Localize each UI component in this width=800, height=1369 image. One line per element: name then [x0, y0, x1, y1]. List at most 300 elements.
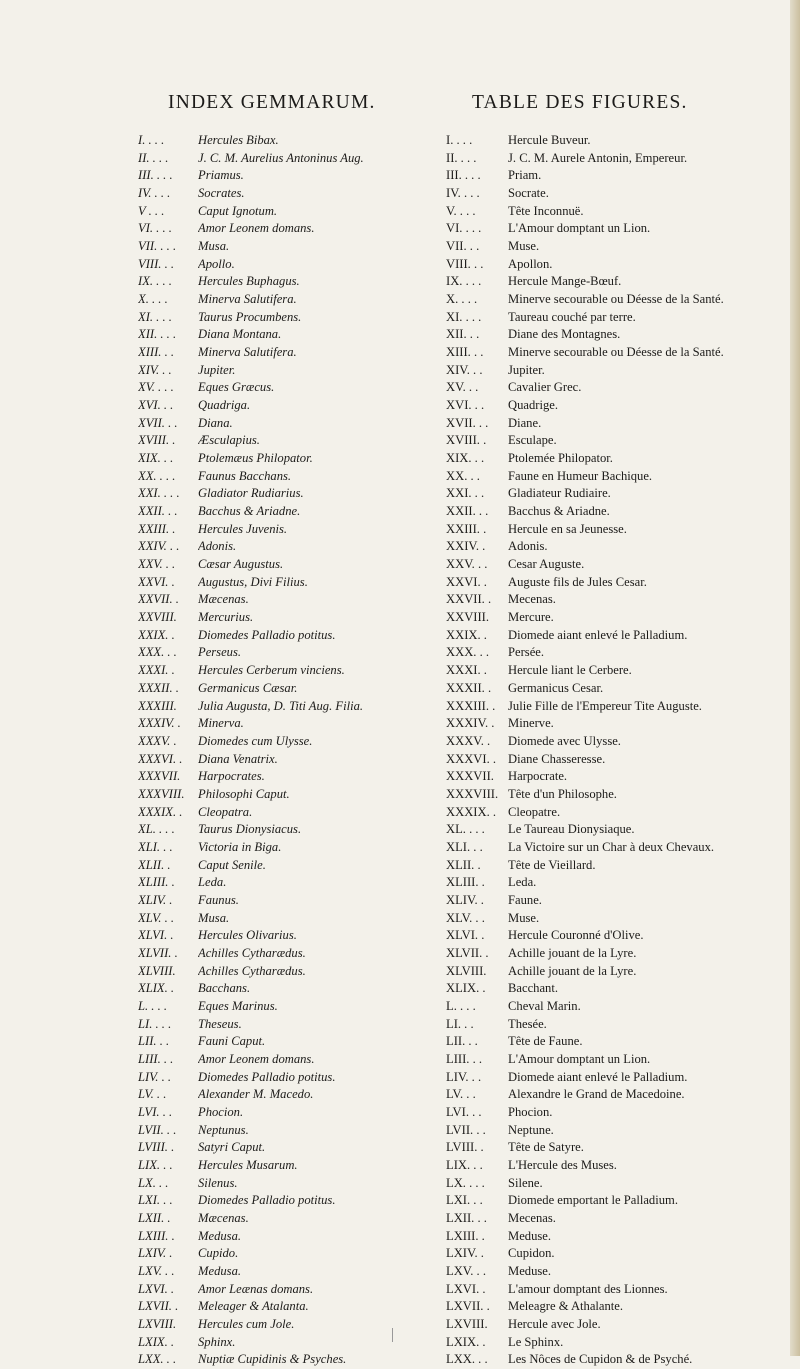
entry-number: XL. . . .	[138, 822, 175, 837]
entry-title: Fauni Caput.	[198, 1034, 266, 1049]
entry-number: IX. . . .	[138, 274, 172, 289]
table-des-figures-heading: TABLE DES FIGURES.	[472, 92, 688, 113]
entry-number: XXXII. .	[138, 680, 179, 695]
entry-number: XLV. . .	[138, 910, 175, 925]
latin-entry-row	[138, 256, 458, 274]
entry-title: Æsculapius.	[198, 433, 260, 448]
latin-entry-row	[138, 1122, 458, 1140]
entry-title: Faunus.	[198, 892, 239, 907]
french-entry-row	[446, 309, 786, 327]
entry-number: LXI. . .	[446, 1193, 483, 1208]
latin-entry-row	[138, 1175, 458, 1193]
entry-number: LXV. . .	[138, 1264, 175, 1278]
entry-number: LXIX. .	[138, 1334, 175, 1349]
entry-title: Hercule avec Jole.	[508, 1317, 601, 1332]
entry-title: Diana.	[198, 415, 233, 430]
entry-number: LIII. . .	[138, 1051, 174, 1066]
entry-number: LXVI. .	[138, 1281, 175, 1296]
entry-number: LVIII. .	[138, 1140, 175, 1155]
entry-number: LXVI. .	[446, 1281, 486, 1296]
french-entry-row	[446, 1086, 786, 1104]
french-entry-row	[446, 185, 786, 203]
entry-number: XXII. . .	[138, 504, 178, 519]
entry-number: XXXIX. .	[446, 804, 497, 819]
french-entry-row	[446, 644, 786, 662]
latin-entry-row	[138, 698, 458, 716]
latin-entry-row	[138, 1351, 458, 1369]
entry-number: XXXI. .	[446, 663, 487, 678]
entry-number: XXV. . .	[446, 557, 488, 572]
entry-title: Adonis.	[198, 539, 237, 554]
entry-number: LVII. . .	[138, 1122, 177, 1137]
french-entry-row	[446, 998, 786, 1016]
entry-number: XXI. . . .	[138, 486, 180, 501]
entry-number: XXXVI. .	[446, 751, 497, 766]
latin-entry-row	[138, 627, 458, 645]
entry-number: XXXVIII.	[138, 786, 185, 801]
entry-number: XLV. . .	[446, 910, 485, 925]
entry-number: XXXVIII.	[446, 786, 499, 801]
entry-number: LII. . .	[446, 1034, 478, 1049]
entry-title: L'Hercule des Muses.	[508, 1157, 617, 1172]
french-entry-row	[446, 768, 786, 786]
latin-entry-row	[138, 291, 458, 309]
entry-title: Meleager & Atalanta.	[198, 1299, 309, 1314]
entry-number: LXV. . .	[446, 1264, 487, 1278]
latin-entry-row	[138, 1228, 458, 1246]
french-entry-row	[446, 874, 786, 892]
latin-entry-row	[138, 309, 458, 327]
entry-title: Muse.	[508, 239, 540, 254]
entry-number: XXVIII.	[446, 610, 490, 625]
latin-entry-row	[138, 468, 458, 486]
entry-title: Taureau couché par terre.	[508, 309, 636, 324]
entry-title: Leda.	[198, 875, 227, 890]
entry-title: Adonis.	[508, 539, 548, 554]
entry-title: Mercure.	[508, 610, 554, 625]
entry-number: LX. . .	[138, 1175, 169, 1190]
entry-title: Les Nôces de Cupidon & de Psyché.	[508, 1352, 693, 1367]
latin-entry-row	[138, 927, 458, 945]
latin-entry-row	[138, 609, 458, 627]
latin-entry-row	[138, 379, 458, 397]
entry-number: LXVII. .	[446, 1299, 490, 1314]
page-edge	[790, 0, 800, 1356]
entry-number: XXIII. .	[138, 521, 176, 536]
entry-title: Philosophi Caput.	[198, 786, 290, 801]
entry-number: XLIV. .	[446, 892, 484, 907]
latin-entry-row	[138, 786, 458, 804]
entry-title: Bacchus & Ariadne.	[508, 504, 610, 519]
entry-number: XLIV. .	[138, 892, 173, 907]
entry-title: Hercule Couronné d'Olive.	[508, 928, 644, 943]
latin-entry-row	[138, 344, 458, 362]
entry-number: XLVIII.	[446, 963, 487, 978]
entry-number: XLIII. .	[446, 875, 485, 890]
french-entry-row	[446, 238, 786, 256]
entry-title: Germanicus Cæsar.	[198, 680, 298, 695]
entry-number: XXVII. .	[446, 592, 492, 607]
french-entry-row	[446, 574, 786, 592]
entry-number: XIII. . .	[446, 345, 484, 360]
entry-title: Tête de Faune.	[508, 1034, 583, 1049]
entry-title: Phocion.	[198, 1104, 244, 1119]
french-entry-row	[446, 291, 786, 309]
entry-number: LXII. .	[138, 1210, 171, 1225]
entry-title: Eques Græcus.	[198, 380, 275, 395]
latin-entry-row	[138, 362, 458, 380]
entry-title: Minerva Salutifera.	[198, 292, 297, 307]
latin-entry-row	[138, 1210, 458, 1228]
entry-title: Harpocrates.	[198, 769, 265, 784]
entry-number: LII. . .	[138, 1034, 170, 1049]
entry-number: XXX. . .	[446, 645, 490, 660]
french-entry-row	[446, 733, 786, 751]
french-entry-row	[446, 1298, 786, 1316]
latin-entry-row	[138, 1069, 458, 1087]
entry-title: Cupido.	[198, 1246, 239, 1261]
entry-title: Musa.	[198, 910, 230, 925]
french-entry-row	[446, 1069, 786, 1087]
french-entry-row	[446, 379, 786, 397]
entry-title: Hercule en sa Jeunesse.	[508, 521, 627, 536]
entry-number: VIII. . .	[446, 256, 484, 271]
entry-number: XXVII. .	[138, 592, 179, 607]
entry-number: XV. . .	[446, 380, 479, 395]
entry-number: L. . . .	[138, 998, 168, 1013]
entry-number: LIV. . .	[446, 1069, 482, 1084]
entry-title: Hercules Cerberum vinciens.	[198, 663, 345, 678]
entry-number: XXIV. . .	[138, 539, 180, 554]
entry-number: XXXV. .	[138, 733, 177, 748]
entry-title: Priamus.	[198, 168, 244, 183]
entry-title: Amor Leænas domans.	[198, 1281, 314, 1296]
french-entry-row	[446, 1033, 786, 1051]
entry-number: XXIX. .	[138, 627, 175, 642]
french-entry-row	[446, 945, 786, 963]
entry-number: LXVIII.	[446, 1317, 488, 1332]
french-entry-row	[446, 132, 786, 150]
french-entry-row	[446, 1263, 786, 1281]
entry-number: LXIX. .	[446, 1334, 486, 1349]
entry-number: XXVI. .	[446, 574, 487, 589]
entry-title: Jupiter.	[508, 362, 545, 377]
french-entry-row	[446, 415, 786, 433]
entry-number: XXIV. .	[446, 539, 486, 554]
latin-entry-row	[138, 1104, 458, 1122]
french-entry-row	[446, 910, 786, 928]
entry-number: XIII. . .	[138, 345, 175, 360]
entry-number: I. . . .	[446, 133, 473, 147]
entry-title: L'Amour domptant un Lion.	[508, 221, 651, 236]
entry-title: Bacchans.	[198, 981, 251, 996]
latin-entry-row	[138, 591, 458, 609]
french-entry-row	[446, 839, 786, 857]
entry-title: Julie Fille de l'Empereur Tite Auguste.	[508, 698, 702, 713]
latin-entry-row	[138, 1139, 458, 1157]
entry-title: Gladiator Rudiarius.	[198, 486, 304, 501]
entry-title: Cesar Auguste.	[508, 557, 585, 572]
french-entry-row	[446, 1157, 786, 1175]
entry-number: XXIII. .	[446, 521, 487, 536]
french-entry-row	[446, 1281, 786, 1299]
entry-title: Thesée.	[508, 1016, 547, 1031]
entry-number: XXXV. .	[446, 733, 491, 748]
entry-title: Mecenas.	[508, 592, 556, 607]
entry-title: Diomedes cum Ulysse.	[198, 733, 313, 748]
entry-title: Hercule Buveur.	[508, 133, 591, 147]
entry-title: Victoria in Biga.	[198, 839, 282, 854]
entry-number: XIX. . .	[446, 451, 485, 466]
entry-number: LXIII. .	[446, 1228, 485, 1243]
latin-entry-row	[138, 963, 458, 981]
entry-number: XXIX. .	[446, 627, 487, 642]
latin-entry-row	[138, 132, 458, 150]
entry-number: XXXIX. .	[138, 804, 183, 819]
entry-title: Le Sphinx.	[508, 1334, 564, 1349]
entry-title: Diomede avec Ulysse.	[508, 733, 621, 748]
entry-title: Perseus.	[198, 645, 242, 660]
entry-title: Musa.	[198, 239, 230, 254]
entry-title: Amor Leonem domans.	[198, 1051, 315, 1066]
french-entry-row	[446, 167, 786, 185]
entry-number: IV. . . .	[446, 186, 480, 201]
entry-title: Hercule Mange-Bœuf.	[508, 274, 622, 289]
entry-title: Taurus Procumbens.	[198, 309, 302, 324]
entry-number: II. . . .	[138, 150, 169, 165]
french-entry-row	[446, 963, 786, 981]
french-entry-row	[446, 821, 786, 839]
french-entry-row	[446, 397, 786, 415]
entry-number: XII. . .	[446, 327, 480, 342]
entry-title: Hercules Juvenis.	[198, 521, 288, 536]
latin-entry-row	[138, 273, 458, 291]
entry-title: Julia Augusta, D. Titi Aug. Filia.	[198, 698, 364, 713]
latin-entry-row	[138, 238, 458, 256]
entry-number: LIX. . .	[446, 1157, 483, 1172]
entry-number: XIV. . .	[446, 362, 483, 377]
latin-entry-row	[138, 450, 458, 468]
entry-number: LV. . .	[138, 1087, 167, 1102]
entry-number: XVIII. .	[446, 433, 487, 448]
entry-title: Diomedes Palladio potitus.	[198, 1069, 336, 1084]
latin-entry-row	[138, 150, 458, 168]
entry-title: Diana Montana.	[198, 327, 282, 342]
entry-number: XXXI. .	[138, 663, 175, 678]
entry-number: L. . . .	[446, 998, 476, 1013]
entry-title: Achille jouant de la Lyre.	[508, 963, 637, 978]
french-entry-row	[446, 256, 786, 274]
latin-entry-row	[138, 1192, 458, 1210]
latin-entry-row	[138, 485, 458, 503]
french-entry-row	[446, 1228, 786, 1246]
entry-title: Sphinx.	[198, 1334, 236, 1349]
french-entry-row	[446, 1051, 786, 1069]
entry-number: XXXIII.	[138, 698, 177, 713]
entry-title: Diane.	[508, 415, 542, 430]
entry-number: XLIX. .	[138, 981, 175, 996]
entry-title: La Victoire sur un Char à deux Chevaux.	[508, 839, 715, 854]
entry-title: Neptunus.	[198, 1122, 249, 1137]
latin-entry-row	[138, 185, 458, 203]
entry-number: XXXII. .	[446, 680, 492, 695]
french-entry-row	[446, 220, 786, 238]
entry-title: Diane des Montagnes.	[508, 327, 621, 342]
french-entry-row	[446, 468, 786, 486]
latin-entry-row	[138, 1334, 458, 1352]
entry-title: Auguste fils de Jules Cesar.	[508, 574, 647, 589]
latin-entry-row	[138, 945, 458, 963]
latin-entry-row	[138, 1157, 458, 1175]
latin-entry-row	[138, 662, 458, 680]
entry-number: II. . . .	[446, 150, 477, 165]
entry-number: VI. . . .	[446, 221, 482, 236]
entry-number: LV. . .	[446, 1087, 476, 1102]
latin-entry-row	[138, 1298, 458, 1316]
entry-title: Apollo.	[198, 256, 235, 271]
entry-title: Gladiateur Rudiaire.	[508, 486, 611, 501]
entry-title: Meleagre & Athalante.	[508, 1299, 624, 1314]
entry-title: Socrate.	[508, 186, 549, 201]
french-entry-row	[446, 786, 786, 804]
entry-number: XL. . . .	[446, 822, 485, 837]
entry-title: Neptune.	[508, 1122, 554, 1137]
entry-number: I. . . .	[138, 133, 165, 147]
entry-title: Hercules cum Jole.	[198, 1317, 295, 1332]
latin-entry-row	[138, 910, 458, 928]
entry-number: XXXVII.	[138, 769, 181, 784]
entry-number: XX. . . .	[138, 468, 176, 483]
french-entry-row	[446, 521, 786, 539]
entry-number: XII. . . .	[138, 327, 177, 342]
latin-entry-row	[138, 733, 458, 751]
entry-number: XLI. . .	[138, 839, 173, 854]
entry-title: Diomede aiant enlevé le Palladium.	[508, 627, 688, 642]
entry-title: Diomede aiant enlevé le Palladium.	[508, 1069, 688, 1084]
entry-title: Diomedes Palladio potitus.	[198, 627, 336, 642]
latin-entry-row	[138, 1263, 458, 1281]
entry-title: Mercurius.	[198, 610, 254, 625]
french-entry-row	[446, 609, 786, 627]
latin-entry-row	[138, 1281, 458, 1299]
entry-number: VIII. . .	[138, 256, 175, 271]
entry-number: LVI. . .	[138, 1104, 173, 1119]
entry-title: Cæsar Augustus.	[198, 557, 284, 572]
french-entry-row	[446, 1316, 786, 1334]
entry-number: XLIII. .	[138, 875, 175, 890]
entry-title: Leda.	[508, 875, 537, 890]
entry-number: LVII. . .	[446, 1122, 486, 1137]
entry-title: Priam.	[508, 168, 542, 183]
entry-number: XIV. . .	[138, 362, 172, 377]
latin-entry-row	[138, 644, 458, 662]
entry-title: Mæcenas.	[198, 1210, 249, 1225]
entry-title: Quadriga.	[198, 398, 251, 413]
entry-title: Satyri Caput.	[198, 1140, 266, 1155]
entry-title: Cleopatre.	[508, 804, 561, 819]
entry-number: XXI. . .	[446, 486, 485, 501]
entry-title: L'Amour domptant un Lion.	[508, 1051, 651, 1066]
french-entry-row	[446, 326, 786, 344]
entry-title: Hercule liant le Cerbere.	[508, 663, 632, 678]
french-entry-row	[446, 1192, 786, 1210]
latin-entry-row	[138, 768, 458, 786]
entry-title: Alexander M. Macedo.	[198, 1087, 314, 1102]
entry-title: Nuptiæ Cupidinis & Psyches.	[198, 1352, 347, 1367]
entry-number: XXX. . .	[138, 645, 177, 660]
entry-title: Ptolemæus Philopator.	[198, 451, 313, 466]
entry-title: Faune.	[508, 892, 542, 907]
entry-number: XXXIV. .	[138, 716, 181, 731]
entry-title: Germanicus Cesar.	[508, 680, 604, 695]
latin-entry-row	[138, 503, 458, 521]
entry-title: Bacchus & Ariadne.	[198, 504, 301, 519]
entry-number: III. . . .	[446, 168, 481, 183]
entry-title: Hercules Olivarius.	[198, 928, 297, 943]
entry-number: LXX. . .	[446, 1352, 488, 1367]
entry-number: XVIII. .	[138, 433, 176, 448]
page-mark	[392, 1328, 393, 1342]
entry-title: Muse.	[508, 910, 540, 925]
entry-number: LXIV. .	[138, 1246, 173, 1261]
entry-number: LX. . . .	[446, 1175, 485, 1190]
entry-number: VII. . . .	[138, 239, 177, 254]
french-entry-row	[446, 662, 786, 680]
entry-title: Meduse.	[508, 1228, 552, 1243]
latin-entry-row	[138, 839, 458, 857]
latin-entry-row	[138, 1016, 458, 1034]
french-entry-row	[446, 680, 786, 698]
entry-title: Minerve.	[508, 716, 554, 731]
entry-number: LXI. . .	[138, 1193, 173, 1208]
entry-number: XLVI. .	[446, 928, 485, 943]
entry-number: VI. . . .	[138, 221, 172, 236]
entry-title: Ptolemée Philopator.	[508, 451, 613, 466]
latin-entry-row	[138, 1033, 458, 1051]
french-entry-row	[446, 538, 786, 556]
latin-entry-row	[138, 821, 458, 839]
latin-entry-row	[138, 804, 458, 822]
french-entry-row	[446, 362, 786, 380]
entry-title: Phocion.	[508, 1104, 553, 1119]
entry-number: XVI. . .	[446, 398, 485, 413]
latin-entry-row	[138, 857, 458, 875]
french-entry-row	[446, 344, 786, 362]
entry-number: XXXVII.	[446, 769, 494, 784]
entry-title: Minerve secourable ou Déesse de la Santé.	[508, 345, 724, 360]
entry-title: Hercules Buphagus.	[198, 274, 300, 289]
french-entry-row	[446, 273, 786, 291]
entry-title: L'amour domptant des Lionnes.	[508, 1281, 668, 1296]
entry-number: LVIII. .	[446, 1140, 484, 1155]
french-entry-row	[446, 892, 786, 910]
latin-index-column	[138, 132, 458, 1369]
entry-number: XIX. . .	[138, 451, 174, 466]
entry-title: Achilles Cytharædus.	[198, 963, 306, 978]
french-entry-row	[446, 698, 786, 716]
entry-number: XVII. . .	[138, 415, 178, 430]
french-entry-row	[446, 1351, 786, 1369]
entry-number: V . . .	[138, 203, 165, 218]
entry-title: Faunus Bacchans.	[198, 468, 292, 483]
entry-title: Diana Venatrix.	[198, 751, 278, 766]
entry-title: Socrates.	[198, 186, 245, 201]
entry-title: Diane Chasseresse.	[508, 751, 606, 766]
french-entry-row	[446, 627, 786, 645]
entry-title: Tête d'un Philosophe.	[508, 786, 617, 801]
latin-entry-row	[138, 1316, 458, 1334]
entry-number: V. . . .	[446, 203, 476, 218]
